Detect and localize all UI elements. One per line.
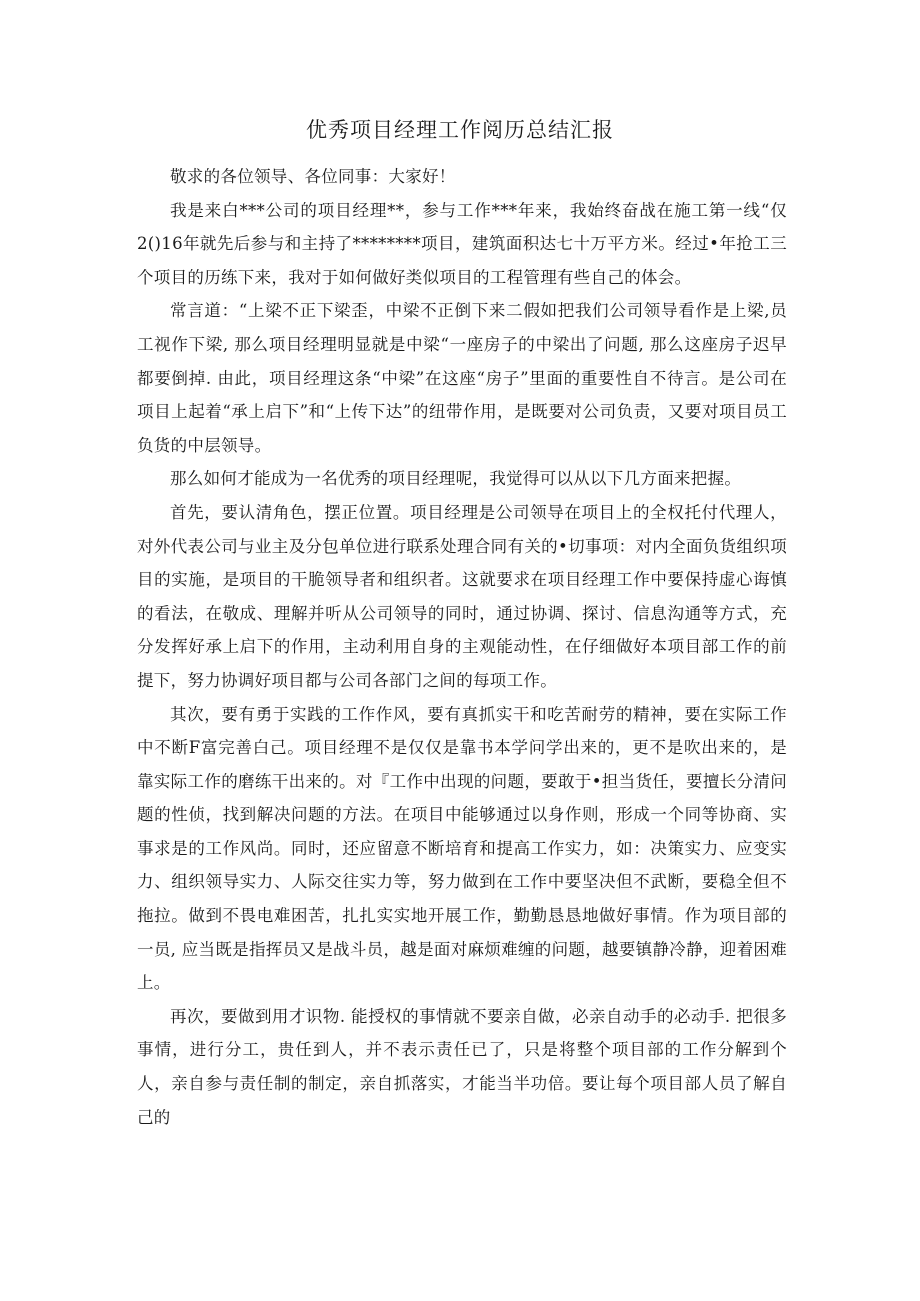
paragraph-first-point: 首先，要认清角色，摆正位置。项目经理是公司领导在项目上的全权托付代理人，对外代表公司与业主及分包单位进行联系处理合同有关的•切事项：对内全面负货组织项目的实施，是项目的干脆领导者和组织者。这就要求在项目经理工作中要保持虚心诲慎的看法，在敬成、理解并听从公司领导的同时，通过协调、探讨、信息沟通等方式，充分发挥好承上启下的作用，主动利用自身的主观能动性，在仔细做好本项目部工作的前提下，努力协调好项目都与公司各部门之间的每项工作。 xyxy=(137,502,787,690)
paragraph-introduction: 我是来白***公司的项目经理**，参与工作***年来，我始终奋战在施工第一线“仅2()16年就先后参与和主持了********项目，建筑面积达七十万平方米。经过•年抢工三个项目的历练下来，我对于如何做好类似项目的工程管理有些自己的体会。 xyxy=(137,200,787,287)
paragraph-third-point: 再次，要做到用才识物. 能授权的事情就不要亲自做，必亲自动手的必动手. 把很多事情，进行分工，贵任到人，并不表示责任已了，只是将整个项目部的工作分解到个人，亲自参与责任制的制定，亲自抓落实，才能当半功倍。要让每个项目部人员了解自己的 xyxy=(137,1006,787,1127)
document-body xyxy=(137,160,787,1134)
document-title: 优秀项目经理工作阅历总结汇报 xyxy=(306,118,614,142)
paragraph-role-importance: 常言道：“上梁不正下梁歪，中梁不正倒下来二假如把我们公司领导看作是上梁,员工视作下梁, 那么项目经理明显就是中梁“一座房子的中梁出了问题, 那么这座房子迟早都要倒掉. 由此，项目经理这条“中梁”在这座“房子”里面的重要性自不待言。是公司在项目上起着“承上启下”和“上传下达”的纽带作用，是既要对公司负责，又要对项目员工负货的中层领导。 xyxy=(137,301,787,455)
paragraph-greeting: 敬求的各位领导、各位同事：大家好！ xyxy=(170,167,456,186)
paragraph-second-point: 其次，要有勇于实践的工作作风，要有真抓实干和吃苦耐劳的精神，要在实际工作中不断F富完善白己。项目经理不是仅仅是靠书本学问学出来的，更不是吹出来的，是靠实际工作的磨练干出来的。对『工作中出现的问题，要敢于•担当货任，要擅长分清问题的性侦，找到解决问题的方法。在项目中能够通过以身作则，形成一个同等协商、实事求是的工作风尚。同时，还应留意不断培育和提高工作实力，如：决策实力、应变实力、组织领导实力、人际交往实力等，努力做到在工作中要坚决但不武断，要稳全但不拖拉。做到不畏电难困苦，扎扎实实地开展工作，勤勤恳恳地做好事情。作为项目部的一员, 应当既是指挥员又是战斗员，越是面对麻烦难缠的问题，越要镇静冷静，迎着困难上。 xyxy=(137,704,787,993)
paragraph-transition: 那么如何才能成为一名优秀的项目经理呢，我觉得可以从以下几方面来把握。 xyxy=(170,469,742,489)
